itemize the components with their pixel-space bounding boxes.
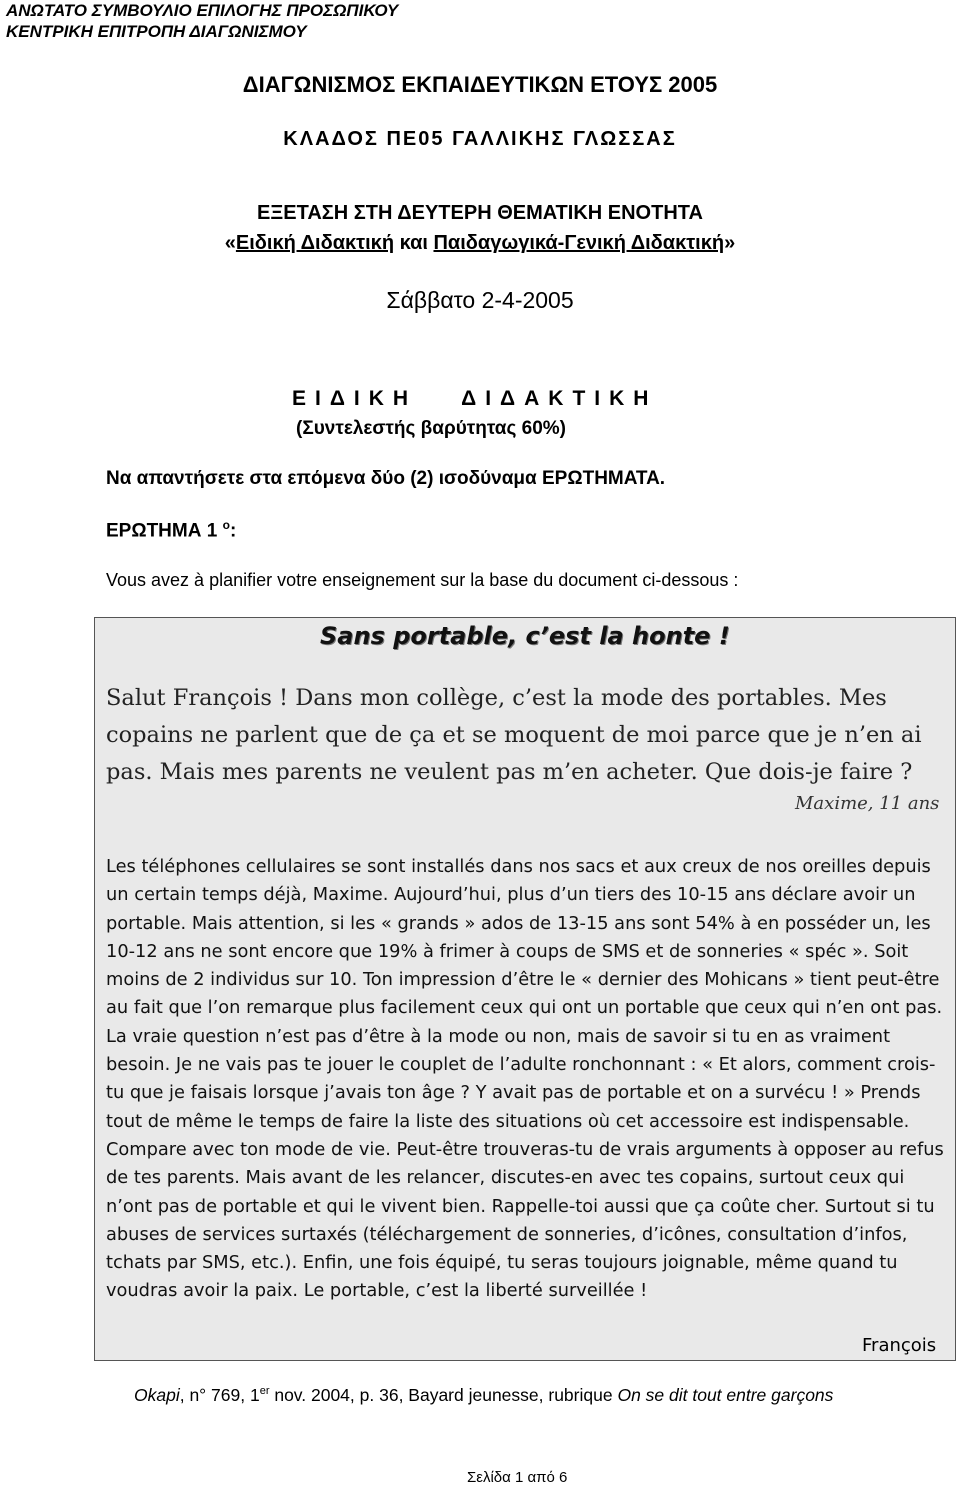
source-citation: Okapi, n° 769, 1er nov. 2004, p. 36, Bayard jeunesse, rubrique On se dit tout entre garçons <box>134 1385 834 1405</box>
section-heading <box>292 387 657 411</box>
subject-title: «Ειδική Διδακτική και Παιδαγωγικά-Γενική Διδακτική» <box>224 232 736 254</box>
weight-note: (Συντελεστής βαρύτητας 60%) <box>296 418 566 439</box>
branch-title: ΚΛΑΔΟΣ ΠΕ05 ΓΑΛΛΙΚΗΣ ΓΛΩΣΣΑΣ <box>283 128 677 150</box>
question-label: ΕΡΩΤΗΜΑ 1 $^o$: <box>106 518 237 542</box>
page-number: Σελίδα 1 από 6 <box>467 1469 568 1486</box>
contest-title: ΔΙΑΓΩΝΙΣΜΟΣ ΕΚΠΑΙΔΕΥΤΙΚΩΝ ΕΤΟΥΣ 2005 <box>242 72 718 97</box>
exam-date: Σάββατο 2-4-2005 <box>386 287 574 313</box>
instruction: Να απαντήσετε στα επόμενα δύο (2) ισοδύναμα ΕΡΩΤΗΜΑΤΑ. <box>106 468 666 489</box>
exam-title: ΕΞΕΤΑΣΗ ΣΤΗ ΔΕΥΤΕΡΗ ΘΕΜΑΤΙΚΗ ΕΝΟΤΗΤΑ <box>257 202 703 224</box>
letter-text: Salut François ! Dans mon collège, c’est la mode des portables. Mes copains ne parlent que de ça et se moquent de moi parce que je n’en ai pas. Mais mes parents ne veulent pas m’en acheter. Que dois-je faire ? <box>106 685 922 785</box>
article-signature: François <box>862 1335 937 1356</box>
header-line-1: ΑΝΩΤΑΤΟ ΣΥΜΒΟΥΛΙΟ ΕΠΙΛΟΓΗΣ ΠΡΟΣΩΠΙΚΟΥ <box>6 1 399 20</box>
article-text: Les téléphones cellulaires se sont installés dans nos sacs et aux creux de nos oreilles depuis un certain temps déjà, Maxime. Aujourd’hui, plus d’un tiers des 10-15 ans déclare avoir un portable. Mais attention, si les « grands » ados de 13-15 ans sont 54% à en posséder un, les 10-12 ans ne sont encore que 19% à frimer à coups de SMS et de sonneries « spéc ». Soit moins de 2 individus sur 10. Ton impression d’être le « dernier des Mohicans » tient peut-être au fait que l’on remarque plus facilement ceux qui ont un portable que ceux qui n’en ont pas. La vraie question n’est pas d’être à la mode ou non, mais de savoir si tu en as vraiment besoin. Je ne vais pas te jouer le couplet de l’adulte ronchonnant : « Et alors, comment crois-tu que je faisais lorsque j’avais ton âge ? Y avait pas de portable et on a survécu ! » Prends tout de même le temps de faire la liste des situations où cet accessoire est indispensable. Compare avec ton mode de vie. Peut-être trouveras-tu de vrais arguments à opposer au refus de tes parents. Mais avant de les relancer, discutes-en avec tes copains, surtout ceux qui n’ont pas de portable et qui le vivent bien. Rappelle-toi aussi que ça coûte cher. Surtout si tu abuses de services surtaxés (téléchargement de sonneries, d’icônes, consultation d’infos, tchats par SMS, etc.). Enfin, une fois équipé, tu seras toujours joignable, même quand tu voudras avoir la paix. Le portable, c’est la liberté surveillée ! <box>106 856 944 1302</box>
section-word-1: ΕΙΔΙΚΗ <box>292 387 418 410</box>
section-word-2: ΔΙΔΑΚΤΙΚΗ <box>461 387 658 410</box>
letter-signature: Maxime, 11 ans <box>795 793 940 814</box>
question-prompt: Vous avez à planifier votre enseignement sur la base du document ci-dessous : <box>106 570 739 590</box>
subject-b: Παιδαγωγικά-Γενική Διδακτική <box>433 232 725 254</box>
header-line-2: ΚΕΝΤΡΙΚΗ ΕΠΙΤΡΟΠΗ ΔΙΑΓΩΝΙΣΜΟΥ <box>6 22 307 41</box>
document-title: Sans portable, c’est la honte ! <box>320 622 730 650</box>
subject-a: Ειδική Διδακτική <box>235 232 395 254</box>
